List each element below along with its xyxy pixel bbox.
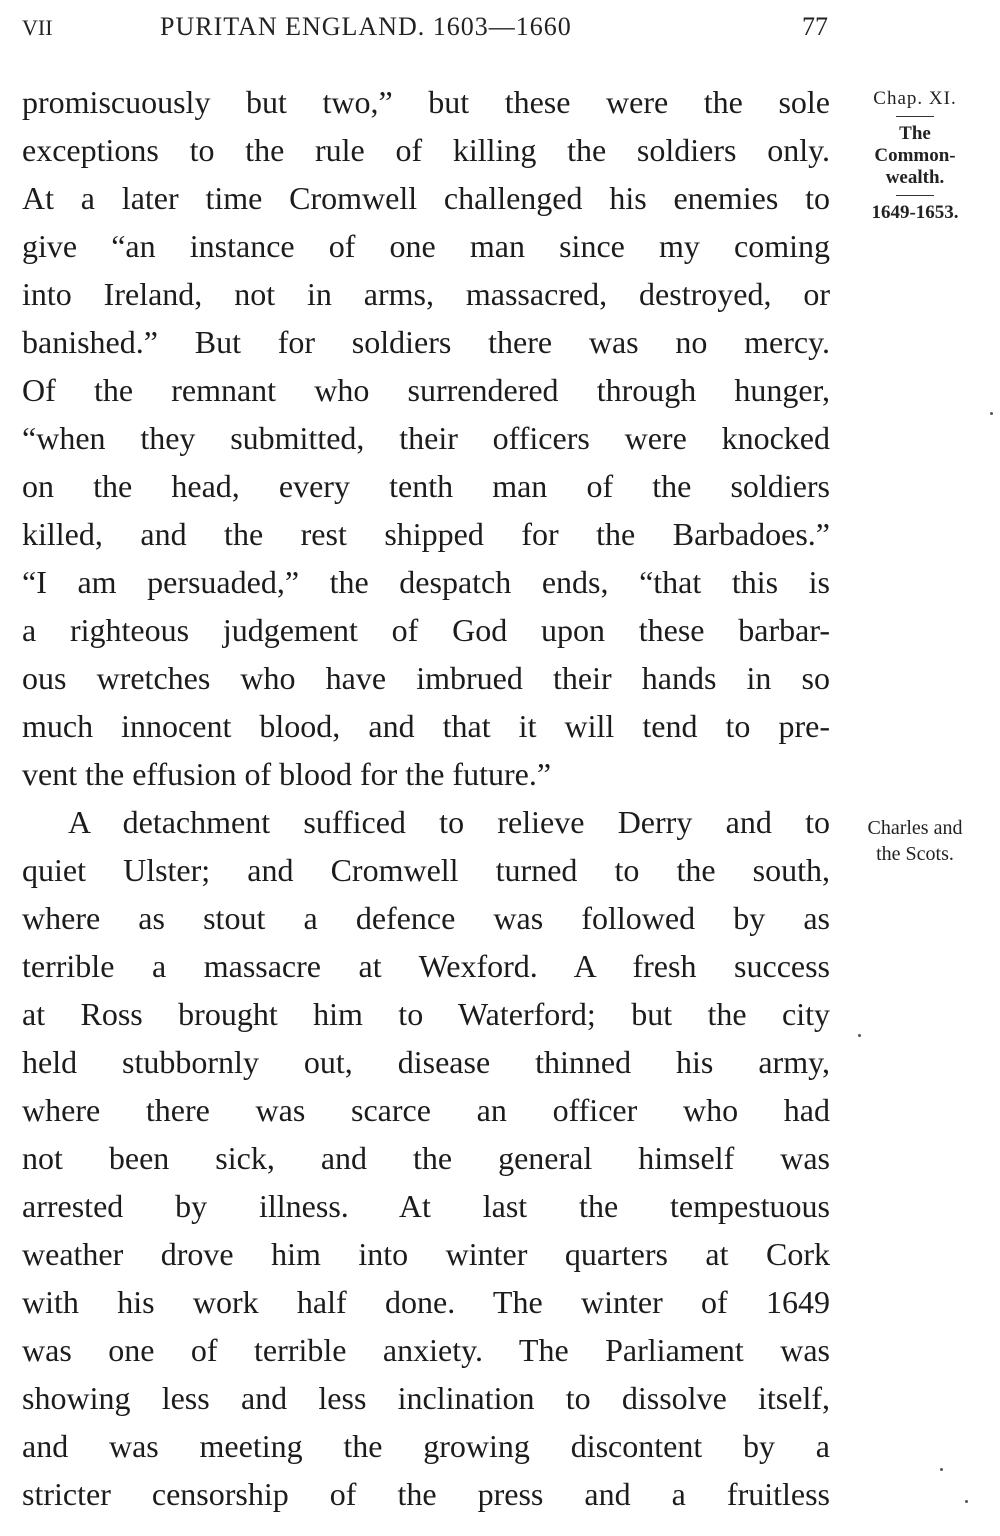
text-line: a righteous judgement of God upon these barbar- bbox=[22, 612, 830, 648]
text-line: “I am persuaded,” the despatch ends, “that this is bbox=[22, 564, 830, 600]
text-line: “when they submitted, their officers were knocked bbox=[22, 420, 830, 456]
text-line: arrested by illness. At last the tempestuous bbox=[22, 1188, 830, 1224]
margin-rule bbox=[896, 116, 934, 117]
text-line: give “an instance of one man since my coming bbox=[22, 228, 830, 264]
text-line: held stubbornly out, disease thinned his army, bbox=[22, 1044, 830, 1080]
margin-note-charles bbox=[840, 815, 990, 867]
text-line: promiscuously but two,” but these were the sole bbox=[22, 84, 830, 120]
text-line: was one of terrible anxiety. The Parliament was bbox=[22, 1332, 830, 1368]
margin-rule bbox=[896, 195, 934, 196]
print-speck bbox=[990, 412, 993, 415]
text-line: stricter censorship of the press and a fruitless bbox=[22, 1476, 830, 1512]
text-line: where as stout a defence was followed by as bbox=[22, 900, 830, 936]
running-head-title: PURITAN ENGLAND. 1603—1660 bbox=[160, 12, 572, 41]
margin-note-line: the Scots. bbox=[876, 843, 954, 865]
margin-dates: 1649-1653. bbox=[871, 202, 959, 223]
running-head-chapter: VII bbox=[22, 15, 53, 40]
text-line: not been sick, and the general himself was bbox=[22, 1140, 830, 1176]
text-line: A detachment sufficed to relieve Derry and to bbox=[68, 804, 830, 840]
text-line: banished.” But for soldiers there was no mercy. bbox=[22, 324, 830, 360]
page-number: 77 bbox=[802, 12, 828, 41]
margin-subject-line: wealth. bbox=[885, 167, 945, 188]
text-line: Of the remnant who surrendered through hunger, bbox=[22, 372, 830, 408]
margin-subject-line: Common- bbox=[874, 145, 956, 166]
margin-subject-line: The bbox=[899, 123, 931, 144]
margin-chapter: Chap. XI. bbox=[873, 88, 957, 109]
text-line: At a later time Cromwell challenged his enemies to bbox=[22, 180, 830, 216]
paragraph-1 bbox=[22, 78, 830, 798]
running-head bbox=[22, 12, 832, 46]
text-line: and was meeting the growing discontent by a bbox=[22, 1428, 830, 1464]
text-line: quiet Ulster; and Cromwell turned to the south, bbox=[22, 852, 830, 888]
print-speck bbox=[965, 1500, 968, 1503]
text-line: with his work half done. The winter of 1649 bbox=[22, 1284, 830, 1320]
text-line: much innocent blood, and that it will tend to pre- bbox=[22, 708, 830, 744]
text-line: weather drove him into winter quarters at Cork bbox=[22, 1236, 830, 1272]
text-line: at Ross brought him to Waterford; but the city bbox=[22, 996, 830, 1032]
margin-subject bbox=[840, 123, 990, 189]
body-text bbox=[22, 78, 830, 1518]
text-line: terrible a massacre at Wexford. A fresh success bbox=[22, 948, 830, 984]
print-speck bbox=[940, 1468, 943, 1471]
text-line: showing less and less inclination to dissolve itself, bbox=[22, 1380, 830, 1416]
margin-note-line: Charles and bbox=[867, 817, 963, 839]
text-line: exceptions to the rule of killing the soldiers only. bbox=[22, 132, 830, 168]
text-line: killed, and the rest shipped for the Barbadoes.” bbox=[22, 516, 830, 552]
text-line: where there was scarce an officer who had bbox=[22, 1092, 830, 1128]
text-line: ous wretches who have imbrued their hands in so bbox=[22, 660, 830, 696]
text-line: on the head, every tenth man of the soldiers bbox=[22, 468, 830, 504]
paragraph-2 bbox=[22, 798, 830, 1518]
text-line: into Ireland, not in arms, massacred, destroyed, or bbox=[22, 276, 830, 312]
margin-notes bbox=[840, 88, 990, 224]
text-line: vent the effusion of blood for the future.” bbox=[22, 756, 552, 792]
print-speck bbox=[858, 1034, 861, 1037]
